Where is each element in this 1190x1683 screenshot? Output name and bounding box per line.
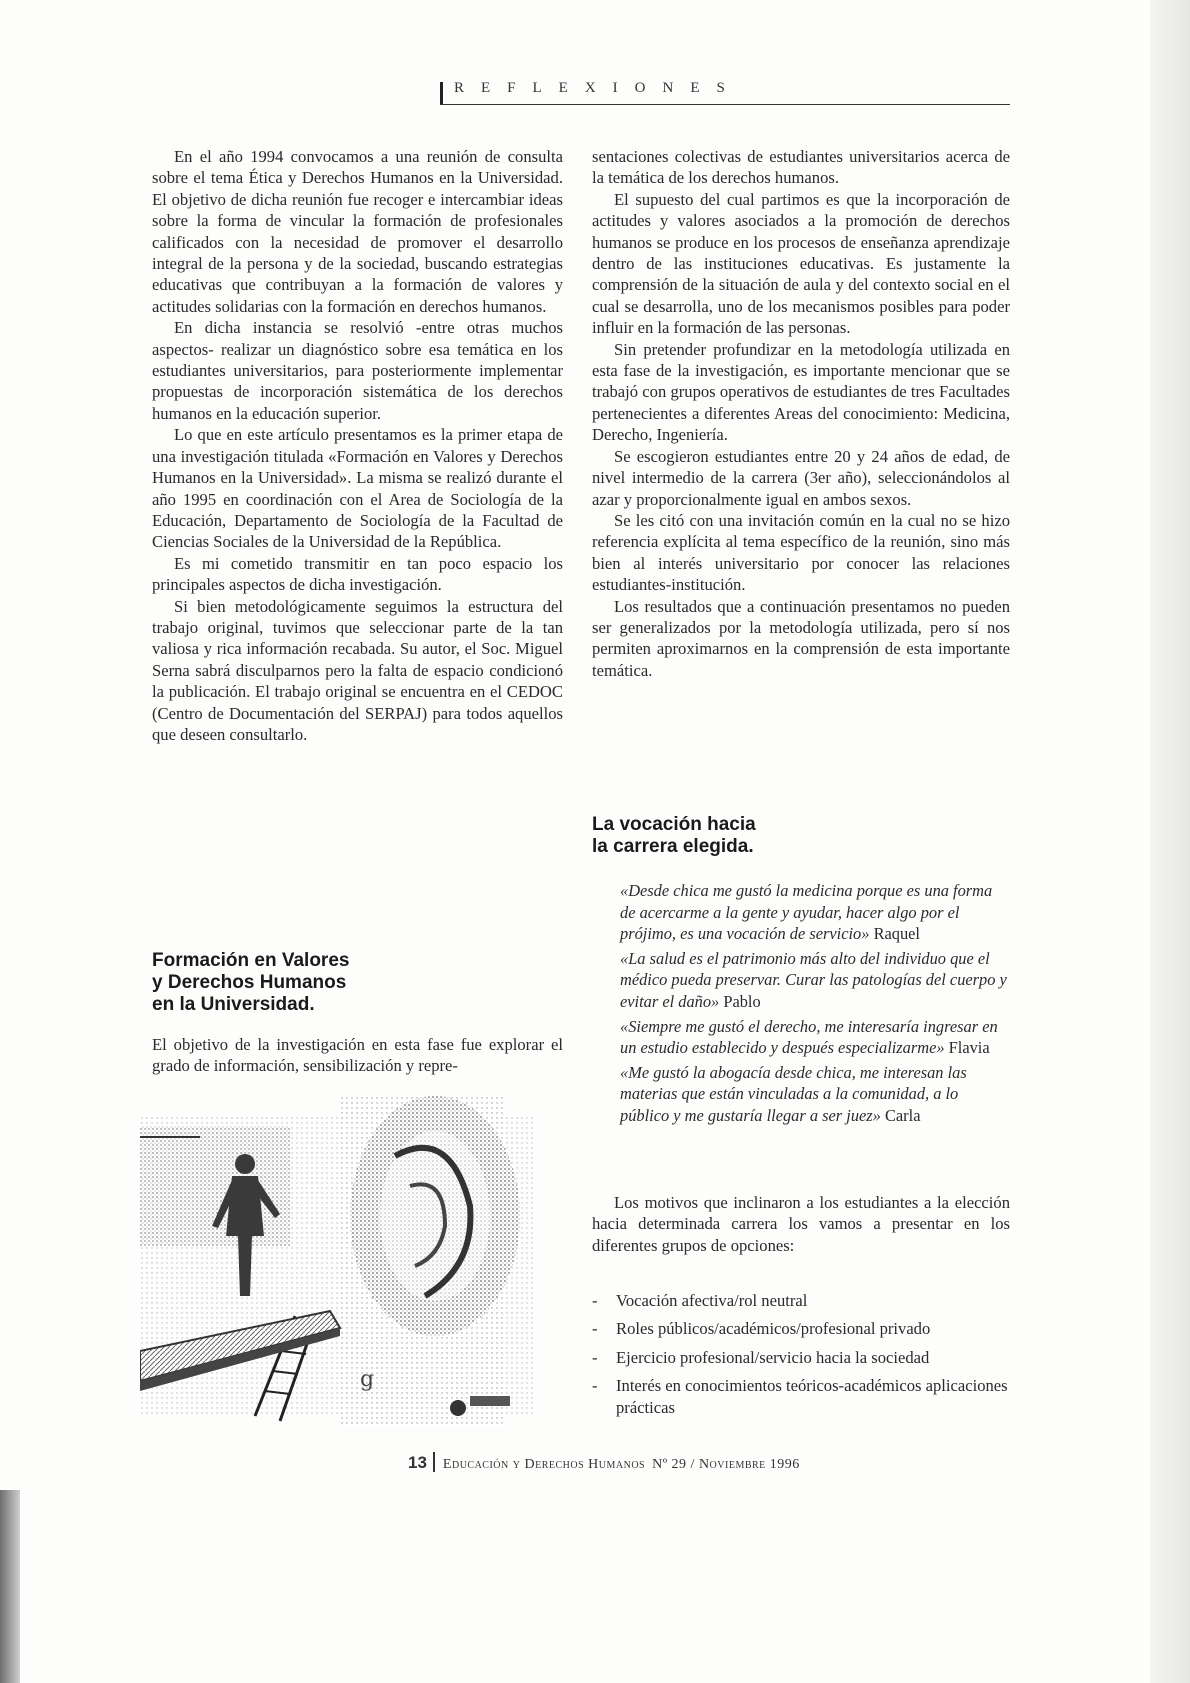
paragraph: Si bien metodológicamente seguimos la estructura del trabajo original, tuvimos que seleccionar parte de la tan valiosa y rica información recabada. Su autor, el Soc. Miguel Serna sabrá disculparnos pero la falta de espacio condicionó la publicación. El trabajo original se encuentra en el CEDOC (Centro de Documentación del SERPAJ) para todos aquellos que deseen consultarlo.: [152, 596, 563, 744]
quote: [620, 1016, 1008, 1059]
paragraph: El supuesto del cual partimos es que la incorporación de actitudes y valores asociados a la promoción de derechos humanos se produce en los procesos de enseñanza aprendizaje dentro de las instituciones educativas. Es justamente la comprensión de la situación de aula y del contexto social en el cual se desarrolla, uno de los mecanismos posibles para poder influir en la formación de las personas.: [592, 189, 1010, 338]
quote-author: Raquel: [873, 924, 920, 944]
paragraph: Se escogieron estudiantes entre 20 y 24 años de edad, de nivel intermedio de la carrera (3er año), seleccionándolos al azar y proporcionalmente igual en ambos sexos.: [592, 446, 1010, 509]
list-item-text: Ejercicio profesional/servicio hacia la sociedad: [616, 1347, 930, 1367]
quote-text: «Siempre me gustó el derecho, me interesaría ingresar en un estudio establecido y después especializarme»: [620, 1016, 998, 1058]
section-heading-vocacion: [592, 814, 892, 858]
heading-line: en la Universidad.: [152, 994, 315, 1015]
heading-line: Formación en Valores: [152, 950, 350, 971]
left-column: [152, 146, 563, 745]
quote-author: Carla: [884, 1105, 921, 1125]
paragraph: Sin pretender profundizar en la metodología utilizada en esta fase de la investigación, es importante mencionar que se trabajó con grupos operativos de estudiantes de tres Facultades pertenecientes a diferentes Areas del conocimiento: Medicina, Derecho, Ingeniería.: [592, 339, 1010, 445]
footer-separator: [433, 1452, 435, 1472]
options-list: [592, 1290, 1012, 1425]
list-item: [592, 1347, 1012, 1368]
running-head-bar: [440, 82, 443, 104]
objetivo-block: [152, 1034, 563, 1077]
issue-info: Nº 29 / Noviembre 1996: [652, 1457, 800, 1472]
page-number: 13: [408, 1453, 427, 1472]
quote: [620, 1062, 1008, 1127]
section-heading-formacion: [152, 950, 452, 1016]
heading-line: y Derechos Humanos: [152, 972, 347, 993]
paragraph: Lo que en este artículo presentamos es la primer etapa de una investigación titulada «Formación en Valores y Derechos Humanos en la Universidad». La misma se realizó durante el año 1995 en coordinación con el Area de Sociología de la Educación, Departamento de Sociología de la Facultad de Ciencias Sociales de la Universidad de la República.: [152, 425, 563, 552]
paragraph: sentaciones colectivas de estudiantes universitarios acerca de la temática de los derechos humanos.: [592, 147, 1010, 188]
paragraph: Se les citó con una invitación común en la cual no se hizo referencia explícita al tema específico de la reunión, sino más bien al interés universitario por conocer las relaciones estudiantes-institución.: [592, 510, 1010, 595]
bullet-dash: -: [592, 1319, 598, 1339]
bullet-dash: -: [592, 1291, 598, 1310]
quote-text: «Me gustó la abogacía desde chica, me interesan las materias que están vinculadas a la comunidad, a lo público y me gustaría llegar a ser juez»: [620, 1062, 967, 1125]
paragraph: El objetivo de la investigación en esta fase fue explorar el grado de información, sensibilización y repre-: [152, 1035, 563, 1076]
svg-text:g: g: [360, 1367, 375, 1392]
paragraph: Los motivos que inclinaron a los estudiantes a la elección hacia determinada carrera los vamos a presentar en los diferentes grupos de opciones:: [592, 1193, 1010, 1255]
quote: [620, 948, 1008, 1013]
right-column: [592, 146, 1010, 681]
list-item: [592, 1318, 1012, 1339]
scan-shadow: [0, 1490, 20, 1683]
publication-name: Educación y Derechos Humanos: [442, 1457, 646, 1472]
list-item-text: Roles públicos/académicos/profesional privado: [616, 1319, 931, 1339]
list-item-text: Interés en conocimientos teóricos-académicos aplicaciones prácticas: [616, 1376, 1008, 1417]
quote-author: Pablo: [723, 991, 761, 1011]
quote: [620, 880, 1008, 945]
list-item: [592, 1375, 1012, 1418]
page-footer: [408, 1452, 968, 1478]
student-quotes: [620, 880, 1008, 1130]
illustration: [140, 1096, 535, 1430]
running-head-text: REFLEXIONES: [454, 80, 742, 96]
bullet-dash: -: [592, 1376, 598, 1396]
paragraph: En el año 1994 convocamos a una reunión de consulta sobre el tema Ética y Derechos Humanos en la Universidad. El objetivo de dicha reunión fue recoger e intercambiar ideas sobre la forma de vincular la formación de profesionales calificados con la necesidad de promover el desarrollo integral de la persona y de la sociedad, buscando estrategias educativas que contribuyan a la formación de valores y actitudes solidarias con la formación en derechos humanos.: [152, 147, 563, 316]
paragraph: Los resultados que a continuación presentamos no pueden ser generalizados por la metodología utilizada, pero sí nos permiten aproximarnos en la comprensión de esta importante temática.: [592, 596, 1010, 680]
motivos-block: [592, 1192, 1010, 1256]
list-item: [592, 1290, 1012, 1311]
page-edge-shadow: [1150, 0, 1190, 1683]
paragraph: En dicha instancia se resolvió -entre otras muchos aspectos- realizar un diagnóstico sobre esa temática en los estudiantes universitarios, para posteriormente implementar propuestas de incorporación sistemática de los derechos humanos en la educación superior.: [152, 318, 563, 423]
heading-line: la carrera elegida.: [592, 836, 754, 857]
bullet-dash: -: [592, 1347, 598, 1367]
quote-text: «La salud es el patrimonio más alto del individuo que el médico pueda preservar. Curar las patologías del cuerpo y evitar el daño»: [620, 948, 1007, 1011]
list-item-text: Vocación afectiva/rol neutral: [616, 1291, 808, 1310]
quote-text: «Desde chica me gustó la medicina porque es una forma de acercarme a la gente y ayudar, hacer algo por el prójimo, es una vocación de servicio»: [620, 881, 993, 944]
heading-line: La vocación hacia: [592, 814, 756, 835]
paragraph: Es mi cometido transmitir en tan poco espacio los principales aspectos de dicha investigación.: [152, 553, 563, 595]
running-head: [440, 78, 1010, 105]
quote-author: Flavia: [948, 1038, 990, 1058]
